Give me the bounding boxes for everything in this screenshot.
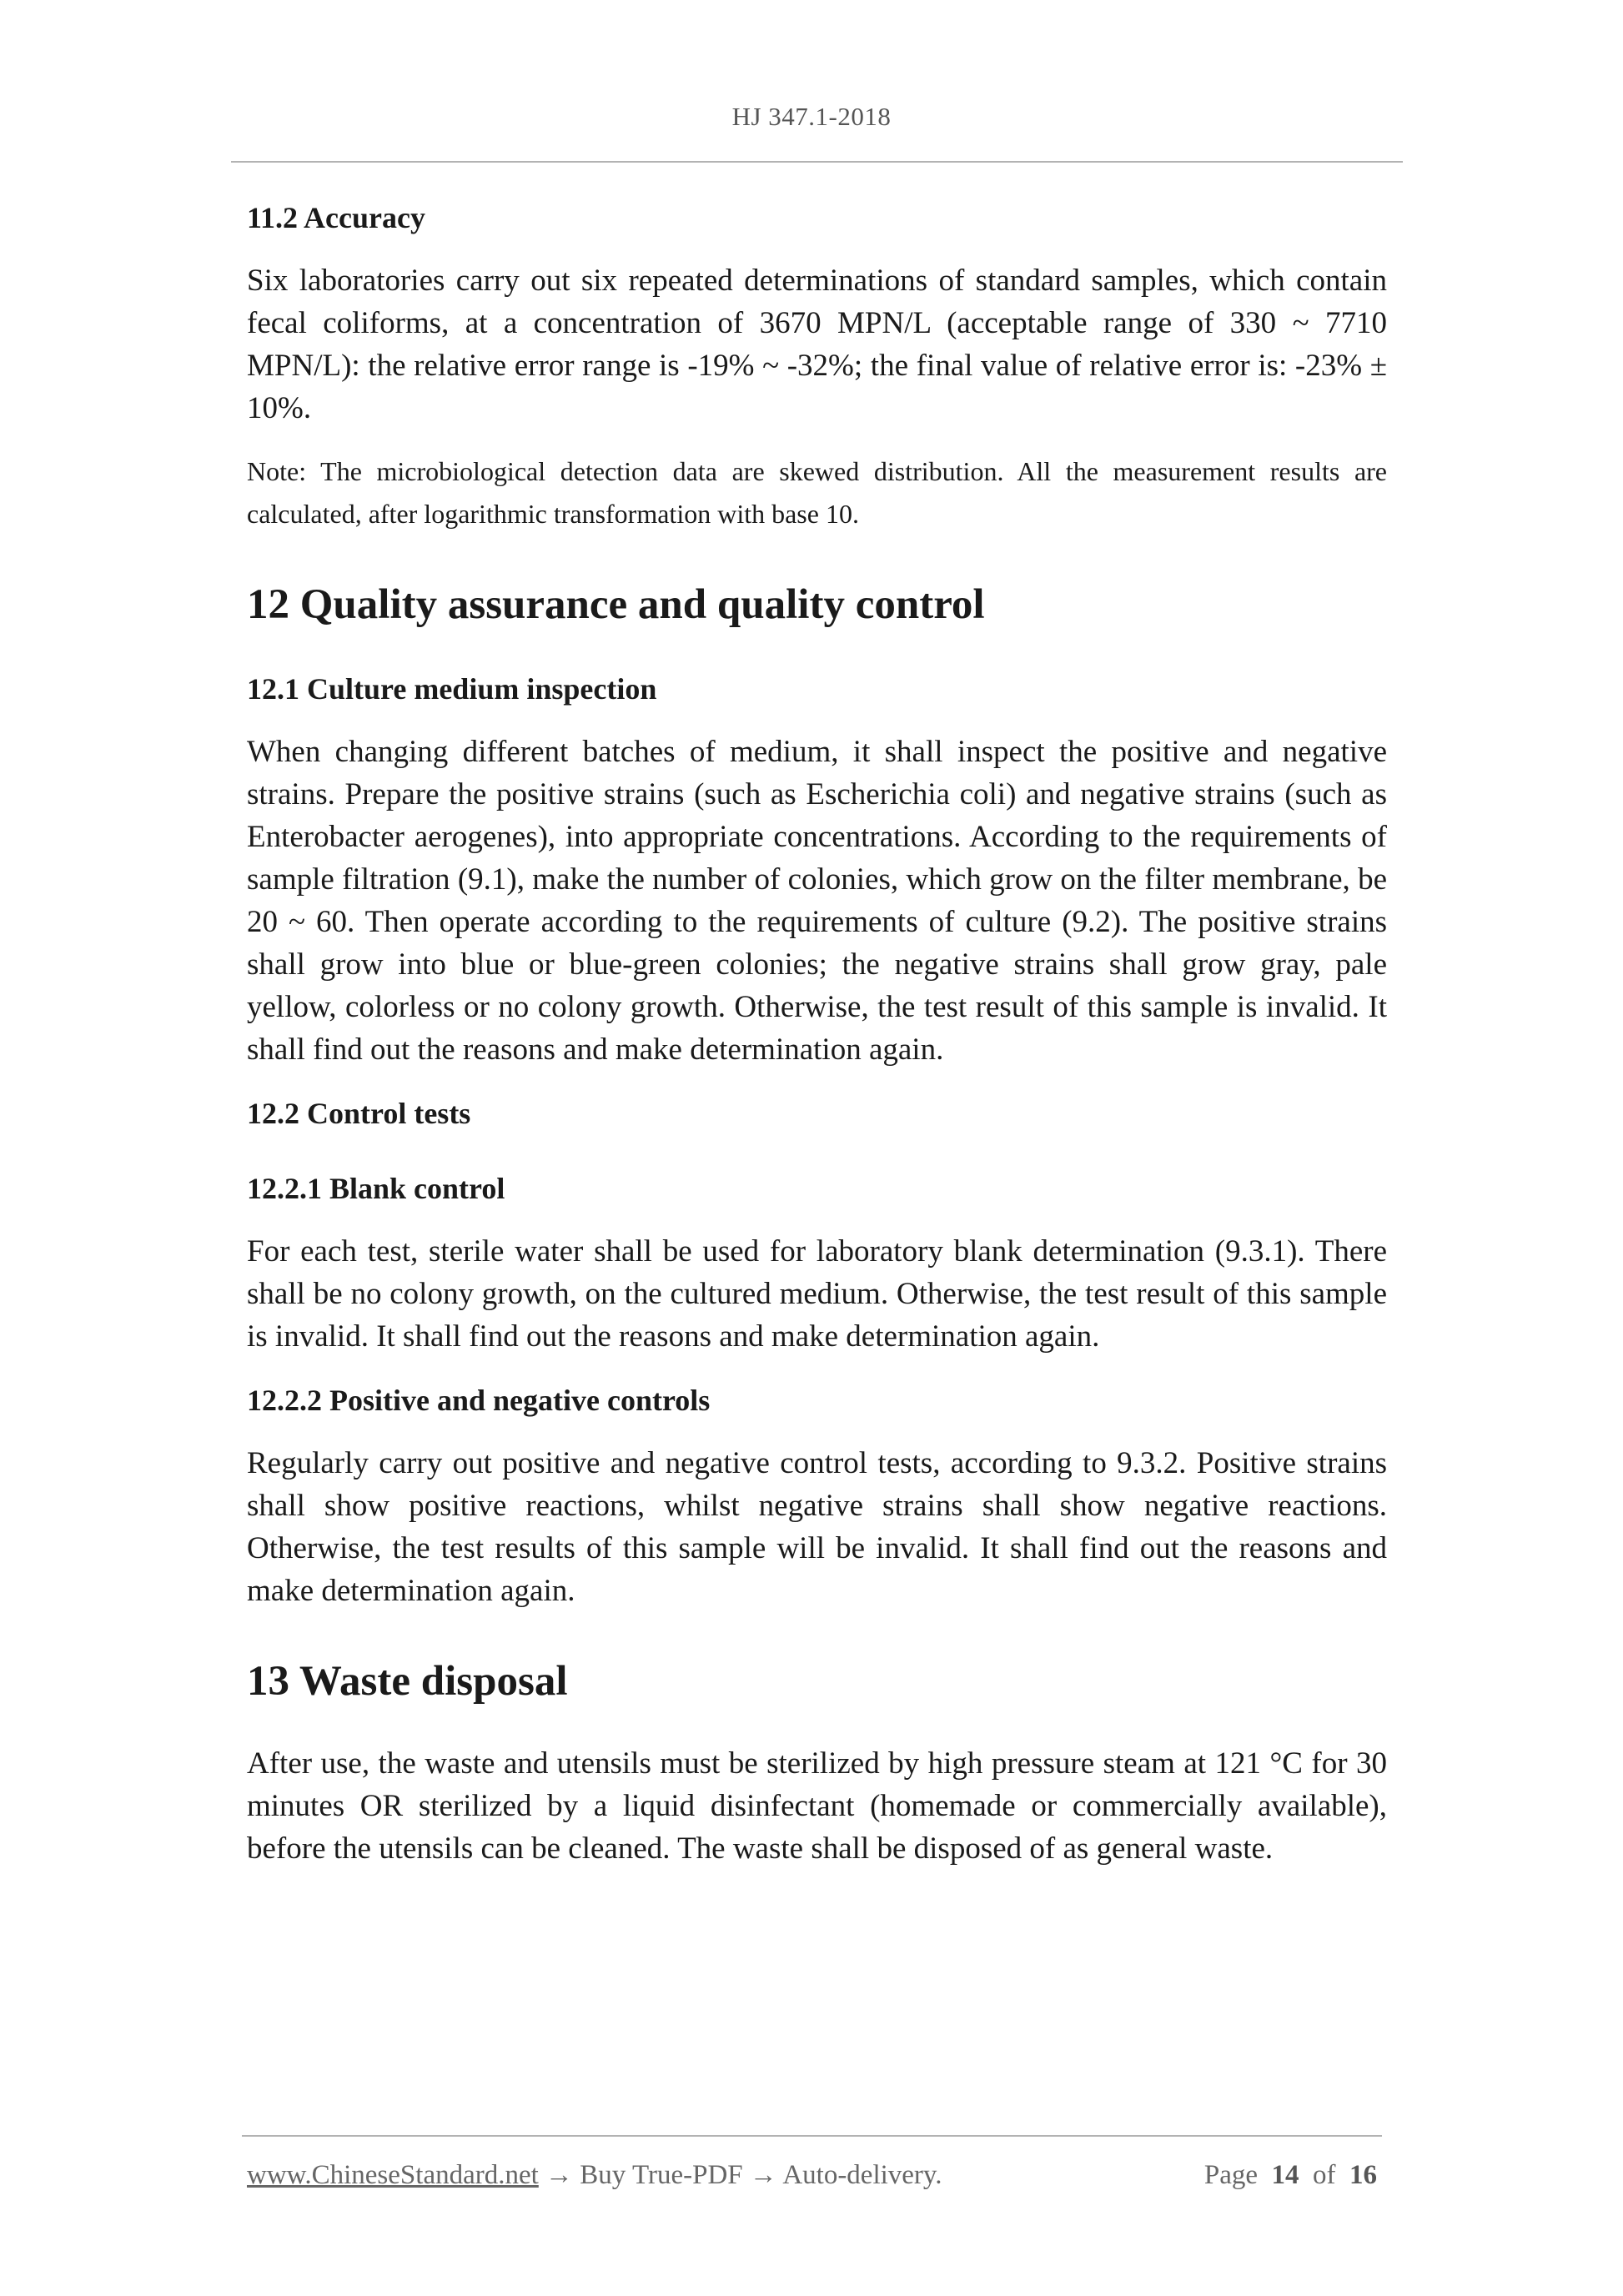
section-body-11-2: Six laboratories carry out six repeated determinations of standard samples, which contain fecal coliforms, at a concentration of 3670 MPN/L (acceptable range of 330 ~ 7710 MPN/L): the relative error range is -19% ~ -32%; the final value of relative error is: -23% ± 10%. xyxy=(247,264,1387,425)
page-label: Page xyxy=(1203,2160,1258,2190)
section-body-12-2-2: Regularly carry out positive and negative control tests, according to 9.3.2. Positive strains shall show positive reactions, whilst negative strains shall show negative reactions. Otherwise, the test results of this sample will be invalid. It shall find out the reasons and make determination again. xyxy=(247,1446,1387,1608)
section-title-12-2-1: 12.2.1 Blank control xyxy=(247,1172,505,1205)
arrow-right-icon: → xyxy=(749,2160,777,2190)
section-body-13: After use, the waste and utensils must be sterilized by high pressure steam at 121 °C for 30 minutes OR sterilized by a liquid disinfectant (homemade or commercially available), before the utensils can be cleaned. The waste shall be disposed of as general waste. xyxy=(247,1746,1387,1866)
of-label: of xyxy=(1313,2160,1336,2190)
chapter-title-12: 12 Quality assurance and quality control xyxy=(247,581,985,628)
section-body-12-1: When changing different batches of medium, it shall inspect the positive and negative strains. Prepare the positive strains (such as Escherichia coli) and negative strains (such as Enterobacter aerogenes), into appropriate concentrations. According to the requirements of sample filtration (9.1), make the number of colonies, which grow on the filter membrane, be 20 ~ 60. Then operate according to the requirements of culture (9.2). The positive strains shall grow into blue or blue-green colonies; the negative strains shall grow gray, pale yellow, colorless or no colony growth. Otherwise, the test result of this sample is invalid. It shall find out the reasons and make determination again. xyxy=(247,735,1387,1067)
page-total: 16 xyxy=(1349,2160,1377,2190)
section-title-11-2: 11.2 Accuracy xyxy=(247,201,425,234)
header-divider xyxy=(231,161,1403,163)
section-title-12-1: 12.1 Culture medium inspection xyxy=(247,672,657,706)
page-number xyxy=(1204,2160,1377,2191)
auto-delivery-text: Auto-delivery. xyxy=(782,2160,942,2190)
document-code-header: HJ 347.1-2018 xyxy=(731,102,892,131)
buy-true-pdf-text: Buy True-PDF xyxy=(580,2160,743,2190)
footer-promo xyxy=(247,2160,942,2191)
site-link[interactable]: www.ChineseStandard.net xyxy=(247,2160,539,2190)
section-title-12-2-2: 12.2.2 Positive and negative controls xyxy=(247,1384,711,1417)
chapter-title-13: 13 Waste disposal xyxy=(247,1658,568,1705)
page-content xyxy=(247,197,1387,1870)
arrow-right-icon: → xyxy=(545,2160,574,2190)
footer-divider xyxy=(242,2135,1382,2137)
section-note-11-2: Note: The microbiological detection data are skewed distribution. All the measurement results are calculated, after logarithmic transformation with base 10. xyxy=(247,456,1387,529)
section-title-12-2: 12.2 Control tests xyxy=(247,1097,471,1130)
section-body-12-2-1: For each test, sterile water shall be used for laboratory blank determination (9.3.1). There shall be no colony growth, on the cultured medium. Otherwise, the test result of this sample is invalid. It shall find out the reasons and make determination again. xyxy=(247,1234,1387,1354)
page-current: 14 xyxy=(1271,2160,1299,2190)
